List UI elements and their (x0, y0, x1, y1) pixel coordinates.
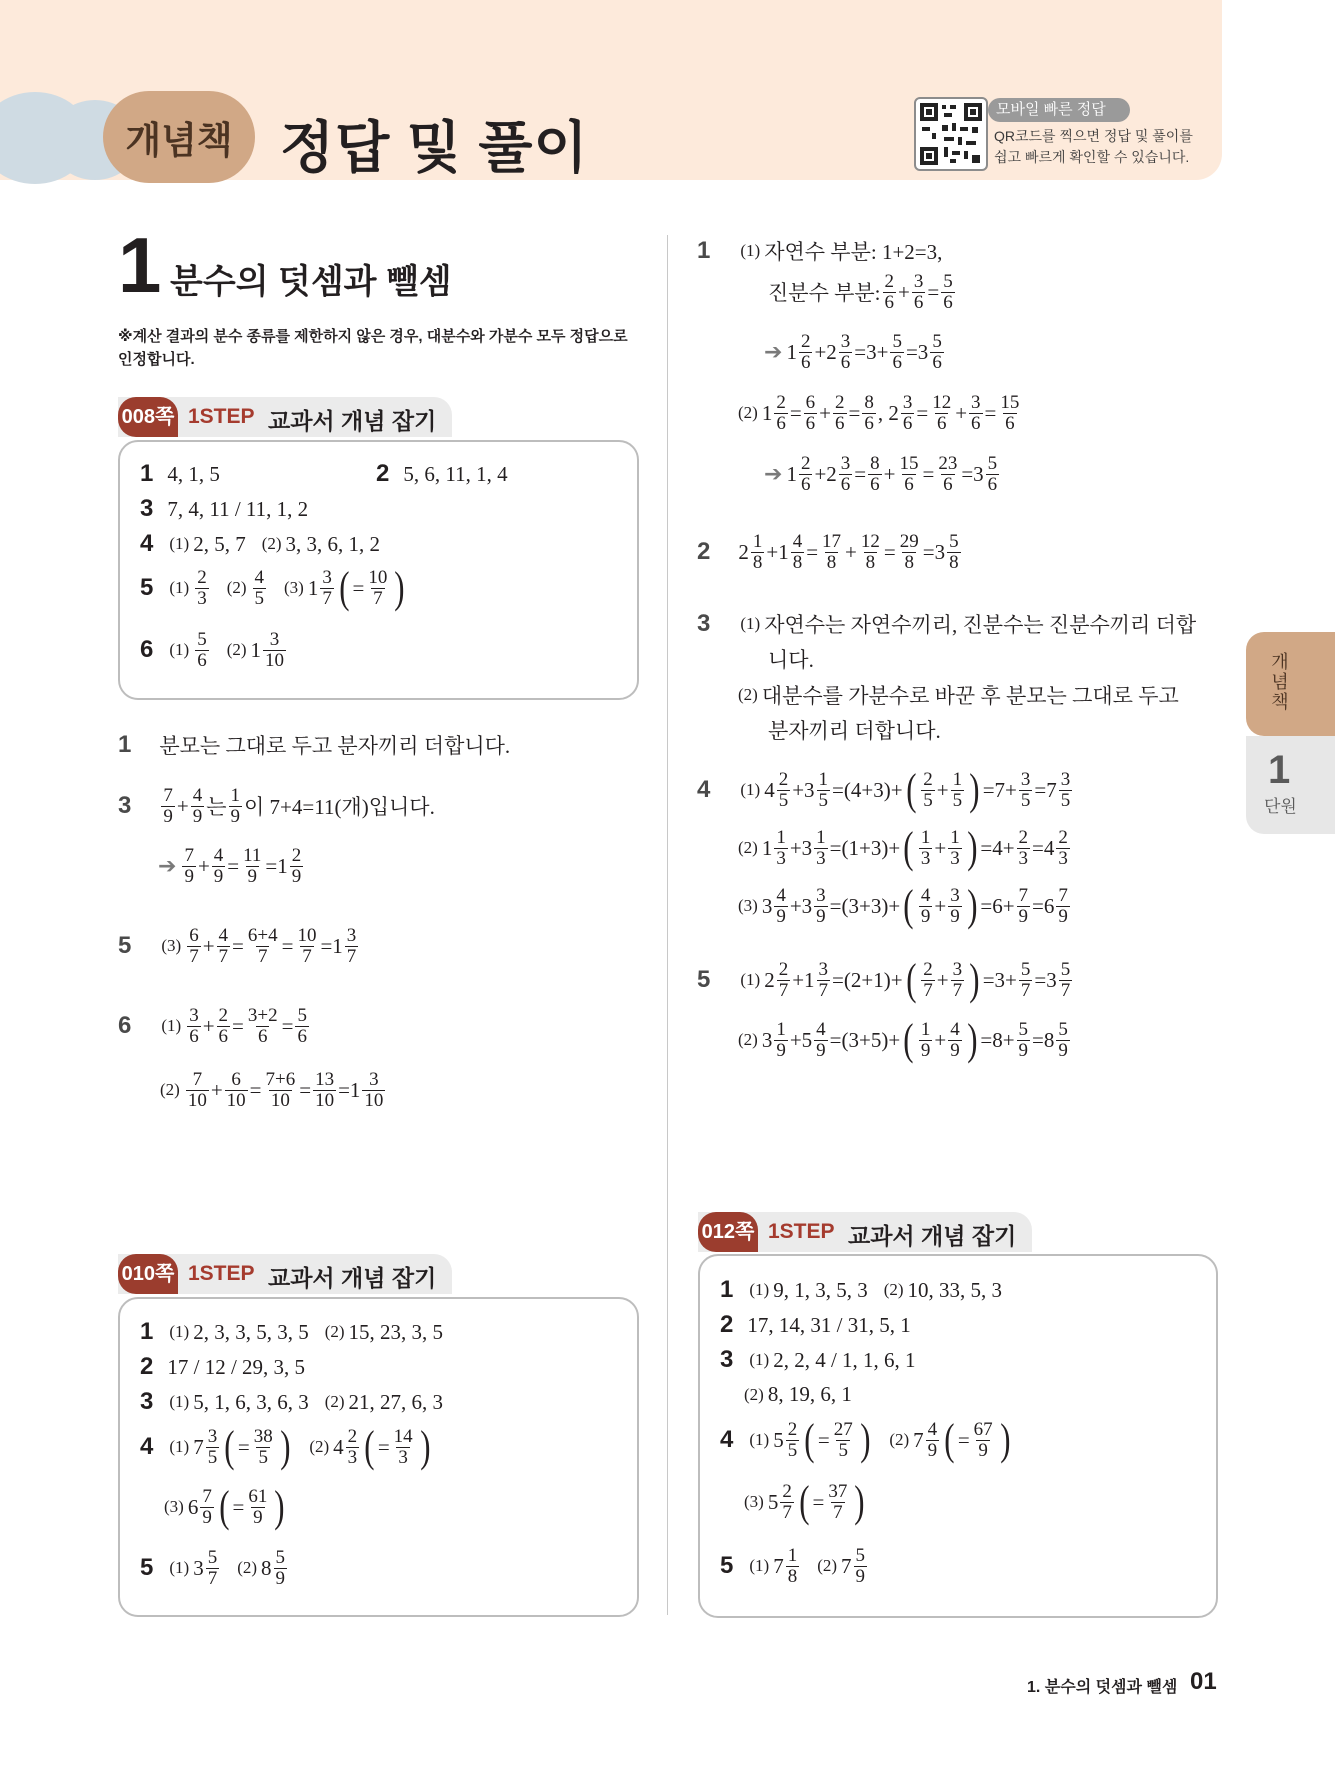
side-tab-unit-label: 단원 (1264, 797, 1297, 816)
answer-012-4: 4 (1) 5 $\frac{2}{5}$ ( = $\frac{27}{5}$ ) (2) 7 $\frac{4}{9}$ ( = $\frac{67}{9}$ ) (720, 1415, 1011, 1464)
answer-008-6: 6 (1) $\frac{5}{6}$ (2) 1 $\frac{3}{10}$ (140, 629, 285, 671)
answer-008-5: 5 (1) $\frac{2}{3}$ (2) $\frac{4}{5}$ (3) 1 $\frac{3}{7}$ ( = $\frac{10}{7}$ ) (140, 563, 405, 612)
qr-pill: 모바일 빠른 정답 (988, 98, 1130, 122)
answer-012-2: 2 17, 14, 31 / 31, 5, 1 (720, 1311, 911, 1338)
explanation-r4-3: (3) 3 $\frac{4}{9}$ +3 $\frac{3}{9}$ =(3+3)+ ( $\frac{4}{9}$ + $\frac{3}{9}$ ) =6+ $\frac{7}{9}$ =6 $\frac{7}{9}$ (738, 881, 1068, 930)
answer-008-1: 1 4, 1, 5 (140, 460, 220, 487)
explanation-r4-1: 4 (1) 4 $\frac{2}{5}$ +3 $\frac{1}{5}$ =(4+3)+ ( $\frac{2}{5}$ + $\frac{1}{5}$ ) =7+ $\frac{3}{5}$ =7 $\frac{3}{5}$ (697, 765, 1071, 814)
qr-description-2: 쉽고 빠르게 확인할 수 있습니다. (994, 149, 1190, 165)
explanation-1: 1 분모는 그대로 두고 분자끼리 더합니다. (118, 731, 511, 758)
chapter-number: 1 (118, 221, 162, 309)
explanation-r3-1b: 니다. (768, 648, 814, 672)
chapter-note-1: ※계산 결과의 분수 종류를 제한하지 않은 경우, 대분수와 가분수 모두 정답으로 (118, 328, 628, 345)
step-title-012: 교과서 개념 잡기 (848, 1223, 1017, 1249)
chapter-note-2: 인정합니다. (118, 351, 195, 368)
answer-010-5: 5 (1) 3 $\frac{5}{7}$ (2) 8 $\frac{5}{9}$ (140, 1547, 286, 1589)
explanation-r1-proper: 진분수 부분: $\frac{2}{6}$ + $\frac{3}{6}$ = $\frac{5}{6}$ (768, 271, 953, 313)
explanation-3-result: ➔ $\frac{7}{9}$ + $\frac{4}{9}$ = $\frac{11}{9}$ =1 $\frac{2}{9}$ (158, 845, 302, 887)
side-tab-unit[interactable] (1246, 736, 1335, 834)
side-tab-unit-number: 1 (1268, 748, 1291, 792)
chapter-title: 분수의 덧셈과 뺄셈 (170, 263, 452, 301)
answer-008-3: 3 7, 4, 11 / 11, 1, 2 (140, 495, 309, 522)
answer-012-4-3: (3) 5 $\frac{2}{7}$ ( = $\frac{37}{7}$ ) (744, 1477, 865, 1526)
step-page-012: 012쪽 (698, 1212, 758, 1252)
qr-description-1: QR코드를 찍으면 정답 및 풀이를 (994, 128, 1193, 144)
answer-012-3: 3 (1) 2, 2, 4 / 1, 1, 6, 1 (720, 1346, 916, 1373)
answer-008-2: 2 5, 6, 11, 1, 4 (376, 460, 508, 487)
explanation-5: 5 (3) $\frac{6}{7}$ + $\frac{4}{7}$ = $\frac{6+4}{7}$ = $\frac{10}{7}$ =1 $\frac{3}{7}$ (118, 925, 357, 967)
step-title-008: 교과서 개념 잡기 (268, 408, 437, 434)
answer-012-1: 1 (1) 9, 1, 3, 5, 3 (2) 10, 33, 5, 3 (720, 1276, 1003, 1303)
explanation-6-1: 6 (1) $\frac{3}{6}$ + $\frac{2}{6}$ = $\frac{3+2}{6}$ = $\frac{5}{6}$ (118, 1005, 307, 1047)
explanation-r2: 2 2 $\frac{1}{8}$ +1 $\frac{4}{8}$ = $\frac{17}{8}$ + $\frac{12}{8}$ = $\frac{29}{8}$ =3 $\frac{5}{8}$ (697, 531, 959, 573)
column-divider (667, 235, 668, 1615)
answer-010-2: 2 17 / 12 / 29, 3, 5 (140, 1353, 306, 1380)
answer-010-4: 4 (1) 7 $\frac{3}{5}$ ( = $\frac{38}{5}$ ) (2) 4 $\frac{2}{3}$ ( = $\frac{14}{3}$ ) (140, 1422, 431, 1471)
footer-chapter-title: 1. 분수의 덧셈과 뺄셈 (1027, 1679, 1178, 1696)
side-tab-book[interactable] (1246, 632, 1335, 736)
explanation-r1: 1 (1) 자연수 부분: 1+2=3, (697, 237, 943, 264)
answer-012-5: 5 (1) 7 $\frac{1}{8}$ (2) 7 $\frac{5}{9}$ (720, 1545, 866, 1587)
side-tab-book-label: 개념책 (1271, 652, 1289, 712)
step-page-010: 010쪽 (118, 1254, 178, 1294)
step-label-008: 1STEP (188, 405, 255, 428)
explanation-r1-result: ➔ 1 $\frac{2}{6}$ +2 $\frac{3}{6}$ =3+ $\frac{5}{6}$ =3 $\frac{5}{6}$ (764, 331, 942, 373)
qr-code-icon[interactable] (914, 97, 988, 171)
answer-010-4-3: (3) 6 $\frac{7}{9}$ ( = $\frac{61}{9}$ ) (164, 1482, 285, 1531)
page-title: 정답 및 풀이 (280, 116, 589, 179)
explanation-3: 3 $\frac{7}{9}$ + $\frac{4}{9}$ 는 $\frac{1}{9}$ 이 7+4=11(개)입니다. (118, 785, 435, 827)
footer-page-number: 01 (1190, 1668, 1217, 1695)
explanation-r4-2: (2) 1 $\frac{1}{3}$ +3 $\frac{1}{3}$ =(1+3)+ ( $\frac{1}{3}$ + $\frac{1}{3}$ ) =4+ $\frac{2}{3}$ =4 $\frac{2}{3}$ (738, 823, 1068, 872)
explanation-r1-2: (2) 1 $\frac{2}{6}$ = $\frac{6}{6}$ + $\frac{2}{6}$ = $\frac{8}{6}$ , 2 $\frac{3}{6}$ = $\frac{12}{6}$ + $\frac{3}{6}$ = $\frac{15}{6}$ (738, 392, 1020, 434)
step-page-008: 008쪽 (118, 397, 178, 437)
book-badge: 개념책 (103, 91, 255, 183)
explanation-r5-1: 5 (1) 2 $\frac{2}{7}$ +1 $\frac{3}{7}$ =(2+1)+ ( $\frac{2}{7}$ + $\frac{3}{7}$ ) =3+ $\frac{5}{7}$ =3 $\frac{5}{7}$ (697, 955, 1071, 1004)
explanation-6-2: (2) $\frac{7}{10}$ + $\frac{6}{10}$ = $\frac{7+6}{10}$ = $\frac{13}{10}$ =1 $\frac{3}{10}$ (160, 1069, 384, 1111)
answer-010-1: 1 (1) 2, 3, 3, 5, 3, 5 (2) 15, 23, 3, 5 (140, 1318, 444, 1345)
answer-010-3: 3 (1) 5, 1, 6, 3, 6, 3 (2) 21, 27, 6, 3 (140, 1388, 444, 1415)
explanation-r5-2: (2) 3 $\frac{1}{9}$ +5 $\frac{4}{9}$ =(3+5)+ ( $\frac{1}{9}$ + $\frac{4}{9}$ ) =8+ $\frac{5}{9}$ =8 $\frac{5}{9}$ (738, 1015, 1068, 1064)
step-title-010: 교과서 개념 잡기 (268, 1265, 437, 1291)
step-label-012: 1STEP (768, 1220, 835, 1243)
step-label-010: 1STEP (188, 1262, 255, 1285)
answer-008-4: 4 (1) 2, 5, 7 (2) 3, 3, 6, 1, 2 (140, 530, 381, 557)
answer-012-3-2: (2) 8, 19, 6, 1 (744, 1382, 852, 1406)
explanation-r1-2-result: ➔ 1 $\frac{2}{6}$ +2 $\frac{3}{6}$ = $\frac{8}{6}$ + $\frac{15}{6}$ = $\frac{23}{6}$ =3 $\frac{5}{6}$ (764, 453, 998, 495)
explanation-r3-1: 3 (1) 자연수는 자연수끼리, 진분수는 진분수끼리 더합 (697, 610, 1197, 637)
explanation-r3-2b: 분자끼리 더합니다. (768, 719, 941, 743)
explanation-r3-2: (2) 대분수를 가분수로 바꾼 후 분모는 그대로 두고 (738, 684, 1179, 708)
